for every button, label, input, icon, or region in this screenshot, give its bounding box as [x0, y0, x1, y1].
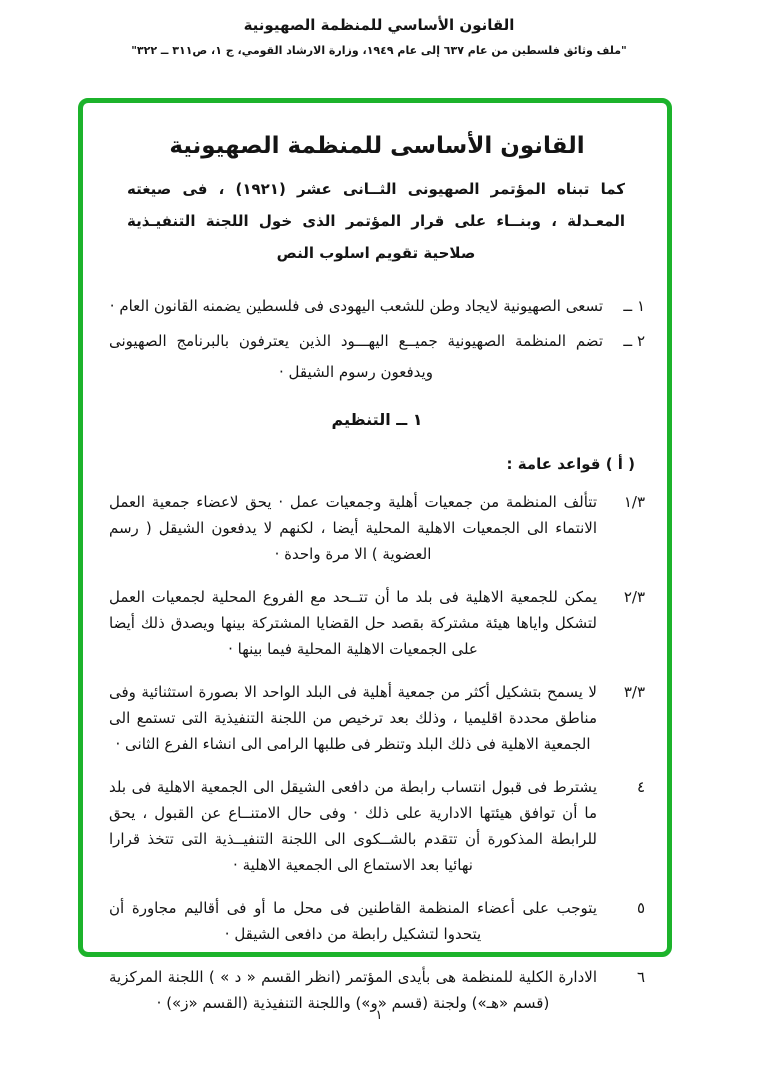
item-number: ١ ــ — [623, 297, 645, 315]
clause-number: ٢/٣ — [623, 588, 645, 606]
clause-text: يمكن للجمعية الاهلية فى بلد ما أن تتــحد مع الفروع المحلية لجمعيات العمل لتشكل واياها هيئة مشتركة بقصد حل القضايا المشتركة بينها ويصدق ذلك أيضا على الجمعيات الاهلية المحلية فيما بينها · — [109, 588, 597, 658]
item-text: تسعى الصهيونية لايجاد وطن للشعب اليهودى فى فلسطين يضمنه القانون العام · — [109, 297, 603, 315]
intro-line: كما تبناه المؤتمر الصهيونى الثــانى عشر (١٩٢١) ، فى صيغته — [127, 180, 625, 198]
clause-number: ١/٣ — [623, 493, 645, 511]
section-heading: ١ ــ التنظيم — [331, 410, 423, 429]
clause-text: لا يسمح بتشكيل أكثر من جمعية أهلية فى البلد الواحد الا بصورة استثنائية وفى مناطق محددة اقليميا ، وذلك بعد ترخيص من اللجنة التنفيذية التى تستمع الى الجمعية الاهلية فى ذلك البلد وتنظر فى طلبها الرامى الى انشاء الفرع الثانى · — [109, 683, 597, 753]
list-item — [109, 326, 645, 388]
list-item — [109, 291, 645, 322]
clause-number: ٥ — [636, 899, 645, 917]
clause-row — [109, 774, 645, 878]
item-text: تضم المنظمة الصهيونية جميــع اليهـــود الذين يعترفون بالبرنامج الصهيونى ويدفعون رسوم الشيقل · — [109, 332, 603, 381]
clause-list — [109, 489, 645, 1016]
document-body — [83, 103, 667, 1016]
page-number: ١ — [375, 1008, 383, 1023]
document-title: القانون الأساسى للمنظمة الصهيونية — [169, 133, 585, 159]
clause-number: ٣/٣ — [623, 683, 645, 701]
green-document-frame — [78, 98, 672, 1012]
source-citation: "ملف وثائق فلسطين من عام ٦٣٧ إلى عام ١٩٤٩، وزارة الارشاد القومي، ج ١، ص٣١١ ــ ٣٢٢" — [131, 44, 627, 57]
clause-text: تتألف المنظمة من جمعيات أهلية وجمعيات عمل · يحق لاعضاء جمعية العمل الانتماء الى الجمعيات الاهلية المحلية أيضا ، لكنهم لا يدفعون الشيقل ( رسم العضوية ) الا مرة واحدة · — [109, 493, 597, 563]
clause-text: الادارة الكلية للمنظمة هى بأيدى المؤتمر (انظر القسم « د » ) اللجنة المركزية (قسم «هـ») ولجنة (قسم «و») واللجنة التنفيذية (القسم «ز») · — [109, 968, 597, 1012]
clause-number: ٦ — [636, 968, 645, 986]
preamble-list — [109, 291, 645, 388]
page-header-title: القانون الأساسي للمنظمة الصهيونية — [243, 16, 515, 34]
page-header — [0, 14, 758, 57]
clause-number: ٤ — [636, 778, 645, 796]
subsection-heading: ( أ ) قواعد عامة : — [506, 455, 635, 473]
intro-line: صلاحية تقويم اسلوب النص — [276, 244, 476, 262]
item-number: ٢ ــ — [623, 332, 645, 350]
intro-line: المعـدلة ، وبنــاء على قرار المؤتمر الذى خول اللجنة التنفيـذية — [127, 212, 625, 230]
clause-row — [109, 489, 645, 567]
document-intro — [127, 173, 625, 269]
clause-row — [109, 895, 645, 947]
clause-text: يتوجب على أعضاء المنظمة القاطنين فى محل ما أو فى أقاليم مجاورة أن يتحدوا لتشكيل رابطة من دافعى الشيقل · — [109, 899, 597, 943]
clause-row — [109, 679, 645, 757]
clause-text: يشترط فى قبول انتساب رابطة من دافعى الشيقل الى الجمعية الاهلية فى بلد ما أن توافق هيئتها الادارية على ذلك · وفى حال الامتنــاع عن القبول ، يحق للرابطة المذكورة أن تتقدم بالشــكوى الى اللجنة التنفيــذية التى تتخذ قرارا نهائيا بعد الاستماع الى الجمعية الاهلية · — [109, 778, 597, 874]
clause-row — [109, 584, 645, 662]
